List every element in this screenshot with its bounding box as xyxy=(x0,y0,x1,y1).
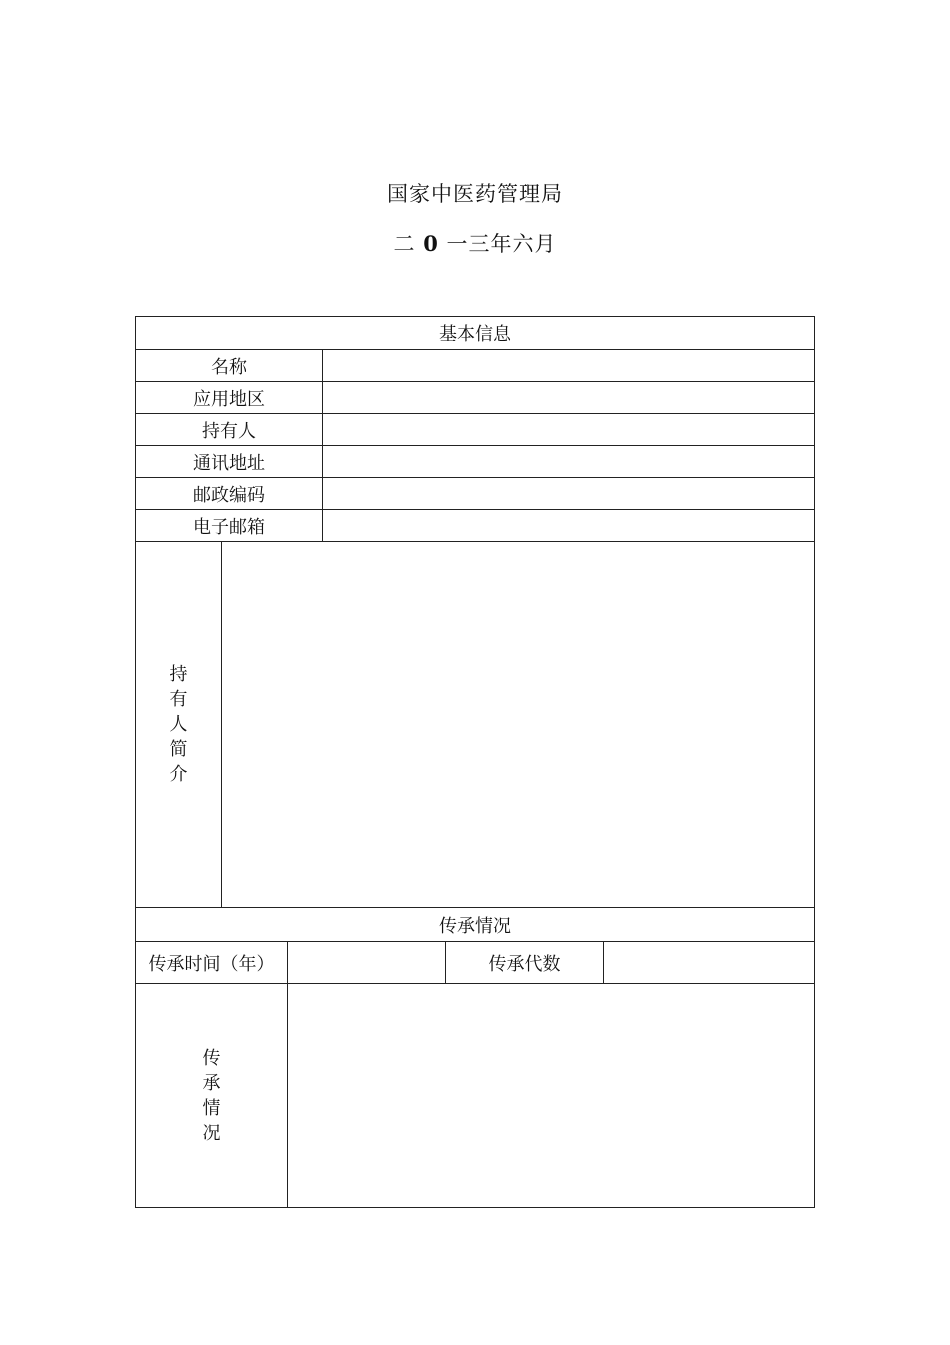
field-value-holder[interactable] xyxy=(323,414,814,446)
profile-value[interactable] xyxy=(222,542,814,908)
inheritance-generation-label: 传承代数 xyxy=(446,942,604,984)
inheritance-details-label xyxy=(136,984,288,1207)
details-label-char: 情 xyxy=(202,1097,221,1119)
field-label-postcode: 邮政编码 xyxy=(136,478,323,510)
field-label-name: 名称 xyxy=(136,350,323,382)
profile-label-char: 人 xyxy=(169,714,188,735)
inheritance-time-label: 传承时间（年） xyxy=(136,942,288,984)
profile-label xyxy=(136,542,222,908)
date-zero: 0 xyxy=(423,231,439,256)
inheritance-title: 传承情况 xyxy=(136,908,814,942)
profile-label-char: 介 xyxy=(169,764,188,785)
field-value-region[interactable] xyxy=(323,382,814,414)
date-prefix: 二 xyxy=(393,232,416,256)
inheritance-time-value[interactable] xyxy=(288,942,446,984)
profile-label-char: 有 xyxy=(169,689,188,710)
issuing-authority: 国家中医药管理局 xyxy=(387,182,563,206)
details-label-char: 承 xyxy=(202,1072,221,1094)
field-value-postcode[interactable] xyxy=(323,478,814,510)
field-label-email: 电子邮箱 xyxy=(136,510,323,542)
field-value-email[interactable] xyxy=(323,510,814,542)
field-label-holder: 持有人 xyxy=(136,414,323,446)
profile-label-char: 持 xyxy=(169,664,188,685)
field-label-address: 通讯地址 xyxy=(136,446,323,478)
date-suffix: 一三年六月 xyxy=(446,232,557,256)
details-label-char: 况 xyxy=(202,1122,221,1144)
issue-date xyxy=(0,228,950,258)
form-table xyxy=(135,316,815,1208)
field-value-address[interactable] xyxy=(323,446,814,478)
basic-info-title: 基本信息 xyxy=(136,317,814,350)
details-label-char: 传 xyxy=(202,1047,221,1069)
field-value-name[interactable] xyxy=(323,350,814,382)
field-label-region: 应用地区 xyxy=(136,382,323,414)
inheritance-generation-value[interactable] xyxy=(604,942,814,984)
profile-label-char: 简 xyxy=(169,739,188,760)
inheritance-details-value[interactable] xyxy=(288,984,814,1207)
